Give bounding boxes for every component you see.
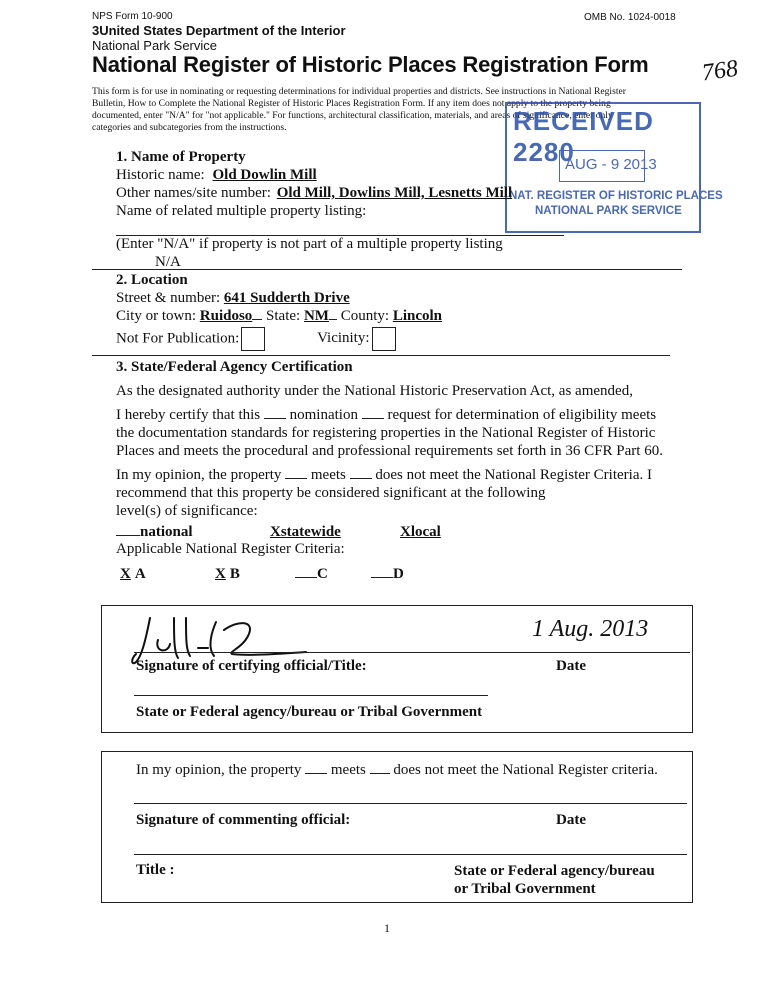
opinion-paragraph: In my opinion, the property meets does not meet the National Register Criteria. I recommend that this property be considered significant at the following level(s) of significance: (116, 467, 652, 519)
authority-text: As the designated authority under the National Historic Preservation Act, as amended, (116, 383, 633, 399)
title-label: Title : (136, 862, 175, 878)
date-label: Date (556, 658, 586, 674)
related-listing-label: Name of related multiple property listing: (116, 203, 367, 219)
criterion-d[interactable]: D (371, 566, 404, 583)
certify-paragraph: I hereby certify that this nomination request for determination of eligibility meets the documentation standards for registering properties in the National Register of Historic Places and meets the procedural and professional requirements set forth in 36 CFR Part 60. (116, 407, 663, 459)
request-blank[interactable] (362, 418, 384, 419)
commenting-official-box (101, 751, 693, 903)
section-2 (116, 271, 442, 351)
stamp-line-1: NAT. REGISTER OF HISTORIC PLACES (509, 190, 723, 202)
signature-line (134, 652, 690, 653)
city-label: City or town: (116, 308, 197, 324)
state-value: NM (303, 308, 329, 324)
not-for-publication-checkbox[interactable] (241, 327, 265, 351)
vicinity-checkbox[interactable] (372, 327, 396, 351)
box2-agency-label: State or Federal agency/bureau or Tribal Government (454, 863, 655, 897)
other-names-label: Other names/site number: (116, 185, 271, 201)
page-title: National Register of Historic Places Registration Form (92, 52, 649, 77)
signature-label: Signature of certifying official/Title: (136, 658, 367, 674)
commenting-signature-label: Signature of commenting official: (136, 812, 351, 828)
divider-1 (92, 269, 682, 270)
city-value: Ruidoso (199, 308, 253, 324)
other-names-value: Old Mill, Dowlins Mill, Lesnetts Mill (276, 185, 513, 201)
section-1-heading: 1. Name of Property (116, 149, 246, 165)
section-1 (116, 148, 512, 220)
handwritten-number: 768 (700, 55, 740, 87)
criterion-a[interactable]: X A (120, 566, 146, 582)
omb-number: OMB No. 1024-0018 (584, 12, 676, 23)
historic-name-value: Old Dowlin Mill (212, 167, 317, 183)
street-label: Street & number: (116, 290, 221, 306)
box2-meets-blank[interactable] (305, 773, 327, 774)
section-2-heading: 2. Location (116, 272, 188, 288)
divider-2 (92, 355, 670, 356)
commenting-signature-line (134, 803, 687, 804)
level-local[interactable]: Xlocal (400, 524, 441, 540)
service: National Park Service (92, 38, 217, 53)
vicinity-label: Vicinity: (317, 330, 370, 347)
historic-name-label: Historic name: (116, 167, 205, 183)
street-value: 641 Sudderth Drive (223, 290, 350, 306)
stamp-line-2: NATIONAL PARK SERVICE (535, 205, 682, 217)
agency-line (134, 695, 488, 696)
level-statewide[interactable]: Xstatewide (270, 524, 341, 540)
box2-does-not-meet-blank[interactable] (370, 773, 390, 774)
does-not-meet-blank[interactable] (350, 478, 372, 479)
nomination-blank[interactable] (264, 418, 286, 419)
form-number: NPS Form 10-900 (92, 11, 173, 22)
state-label: State: (266, 308, 301, 324)
county-value: Lincoln (392, 308, 442, 324)
section-3-heading: 3. State/Federal Agency Certification (116, 359, 353, 375)
na-value: N/A (155, 254, 181, 270)
meets-blank[interactable] (285, 478, 307, 479)
stamp-received: RECEIVED 2280 (513, 106, 654, 167)
not-for-publication-label: Not For Publication: (116, 330, 240, 347)
instructions: This form is for use in nominating or requesting determinations for individual properties and districts. See instructions in National Register Bulletin, How to Complete the National Register of Historic Places Registration Form. If any item does not apply to the property being documented, enter "N/A" for "not applicable." For functions, architectural classification, materials, and areas of significance, enter only categories and subcategories from the instructions. (92, 86, 626, 133)
handwritten-date: 1 Aug. 2013 (532, 616, 649, 642)
received-stamp (505, 102, 723, 233)
stamp-date: AUG - 9 2013 (565, 156, 657, 173)
opinion-text: In my opinion, the property meets does not meet the National Register criteria. (136, 762, 658, 778)
criterion-b[interactable]: X B (215, 566, 240, 582)
agency-label: State or Federal agency/bureau or Tribal Government (136, 704, 483, 720)
criteria-label: Applicable National Register Criteria: (116, 541, 345, 557)
title-line (134, 854, 687, 855)
department: 3United States Department of the Interior (92, 23, 346, 38)
county-label: County: (340, 308, 390, 324)
enter-na-note: (Enter "N/A" if property is not part of a multiple property listing (116, 236, 503, 252)
page-number: 1 (384, 921, 390, 935)
level-national[interactable]: national (116, 524, 193, 541)
commenting-date-label: Date (556, 812, 586, 828)
certifying-official-box (101, 605, 693, 733)
criterion-c[interactable]: C (295, 566, 328, 583)
